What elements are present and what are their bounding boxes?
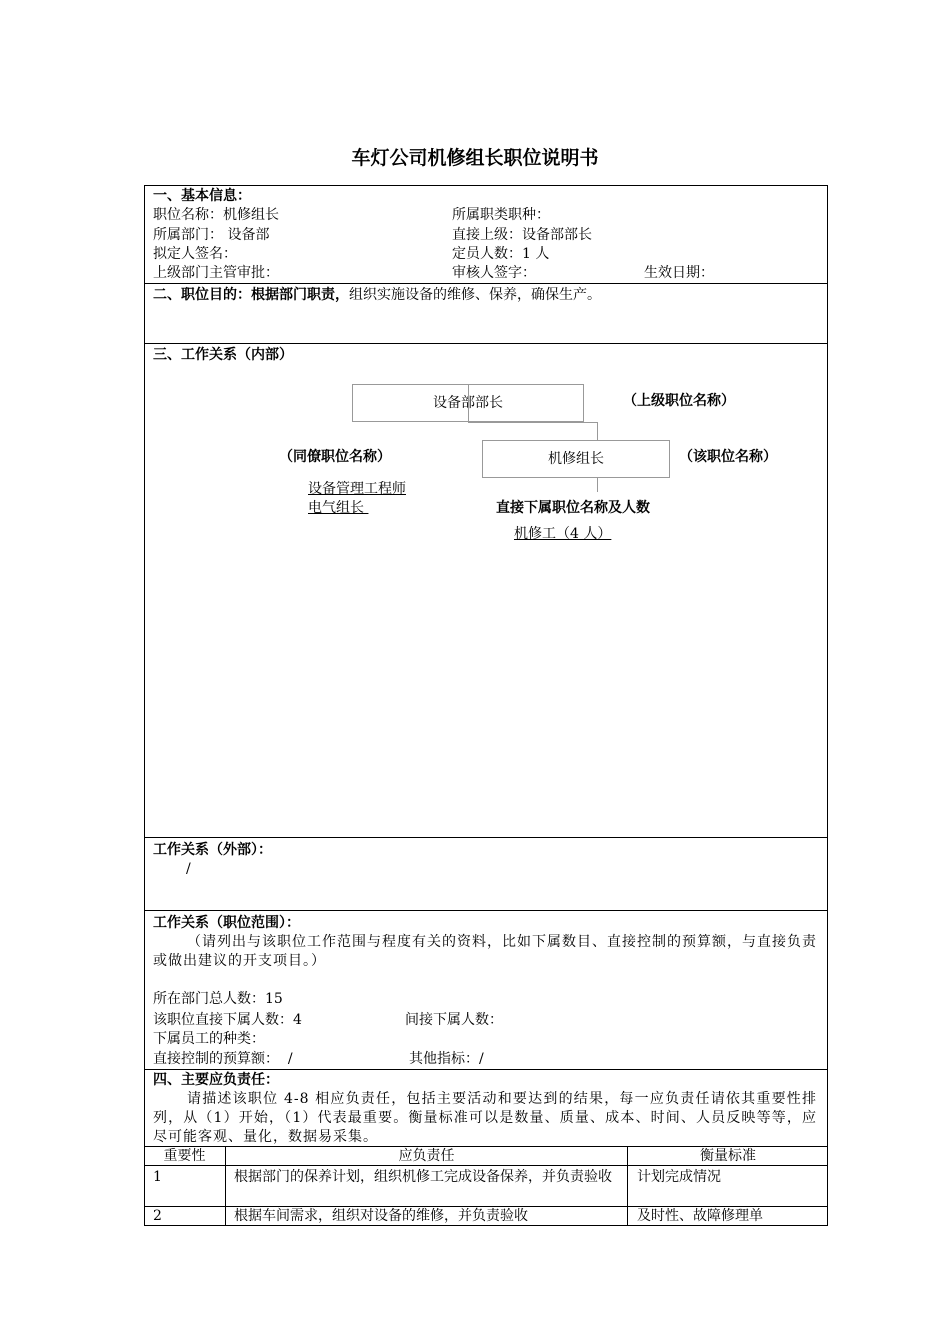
scope-note: （请列出与该职位工作范围与程度有关的资料，比如下属数目、直接控制的预算额，与直接负责或做出建议的开支项目。）: [153, 934, 817, 969]
external-heading: 工作关系（外部）：: [153, 842, 272, 858]
org-connector: [597, 422, 598, 440]
drafter-signature: 拟定人签名：: [153, 246, 237, 262]
basic-heading: 一、基本信息：: [153, 188, 251, 204]
direct-subordinates: 该职位直接下属人数：4: [153, 1012, 302, 1028]
dept-total: 所在部门总人数：15: [153, 991, 283, 1007]
org-connector: [468, 422, 598, 423]
row-rank: 2: [153, 1208, 162, 1224]
org-connector: [468, 384, 469, 422]
row-duty: 根据部门的保养计划，组织机修工完成设备保养，并负责验收: [234, 1169, 612, 1185]
external-value: /: [186, 861, 191, 877]
self-label: （该职位名称）: [679, 449, 777, 465]
divider: [144, 1069, 828, 1070]
page-title: 车灯公司机修组长职位说明书: [351, 147, 599, 169]
purpose-line: [153, 286, 601, 305]
effective-date: 生效日期：: [644, 265, 714, 281]
subordinate-list: [514, 525, 611, 544]
purpose-text: 组织实施设备的维修、保养，确保生产。: [349, 287, 601, 303]
position-name: 职位名称：机修组长: [153, 207, 279, 223]
col-header-duty: 应负责任: [398, 1148, 455, 1164]
divider: [144, 343, 828, 344]
self-box: [482, 440, 670, 478]
direct-superior: 直接上级：设备部部长: [452, 227, 592, 243]
job-family: 所属职类职种：: [452, 207, 550, 223]
row-measure: 及时性、故障修理单: [637, 1208, 763, 1224]
col-header-measure: 衡量标准: [700, 1148, 756, 1164]
peer-item: 电气组长: [308, 500, 369, 516]
duties-heading: 四、主要应负责任：: [153, 1072, 279, 1088]
indirect-subordinates: 间接下属人数：: [405, 1012, 503, 1028]
divider: [144, 283, 828, 284]
self-box-label: 机修组长: [548, 451, 604, 467]
row-duty: 根据车间需求，组织对设备的维修，并负责验收: [234, 1208, 528, 1224]
budget: 直接控制的预算额： /: [153, 1051, 293, 1067]
other-indicators: 其他指标：/: [409, 1051, 484, 1067]
department: 所属部门： 设备部: [153, 227, 270, 243]
scope-heading: 工作关系（职位范围）：: [153, 915, 300, 931]
divider: [144, 910, 828, 911]
subordinate-item: 机修工（4 人）: [514, 526, 612, 542]
headcount: 定员人数：1 人: [452, 246, 550, 262]
duties-note: 请描述该职位 4-8 相应负责任，包括主要活动和要达到的结果，每一应负责任请依其重要性排列，从（1）开始，（1）代表最重要。衡量标准可以是数量、质量、成本、时间、人员反映等等，应尽可能客观、量化，数据易采集。: [153, 1091, 817, 1145]
col-header-rank: 重要性: [163, 1148, 206, 1164]
subordinate-types: 下属员工的种类：: [153, 1031, 265, 1047]
row-rank: 1: [153, 1169, 162, 1185]
subordinate-label: 直接下属职位名称及人数: [496, 500, 650, 516]
superior-label: （上级职位名称）: [623, 393, 735, 409]
org-connector: [597, 478, 598, 492]
reviewer-signature: 审核人签字：: [452, 265, 536, 281]
divider: [144, 837, 828, 838]
row-measure: 计划完成情况: [637, 1169, 721, 1185]
dept-approval: 上级部门主管审批：: [153, 265, 279, 281]
peer-item: 设备管理工程师: [308, 481, 406, 497]
peer-label: （同僚职位名称）: [279, 449, 391, 465]
superior-box-label: 设备部部长: [433, 395, 503, 411]
internal-heading: 三、工作关系（内部）: [153, 347, 293, 363]
purpose-heading: 二、职位目的：根据部门职责，: [153, 287, 349, 303]
